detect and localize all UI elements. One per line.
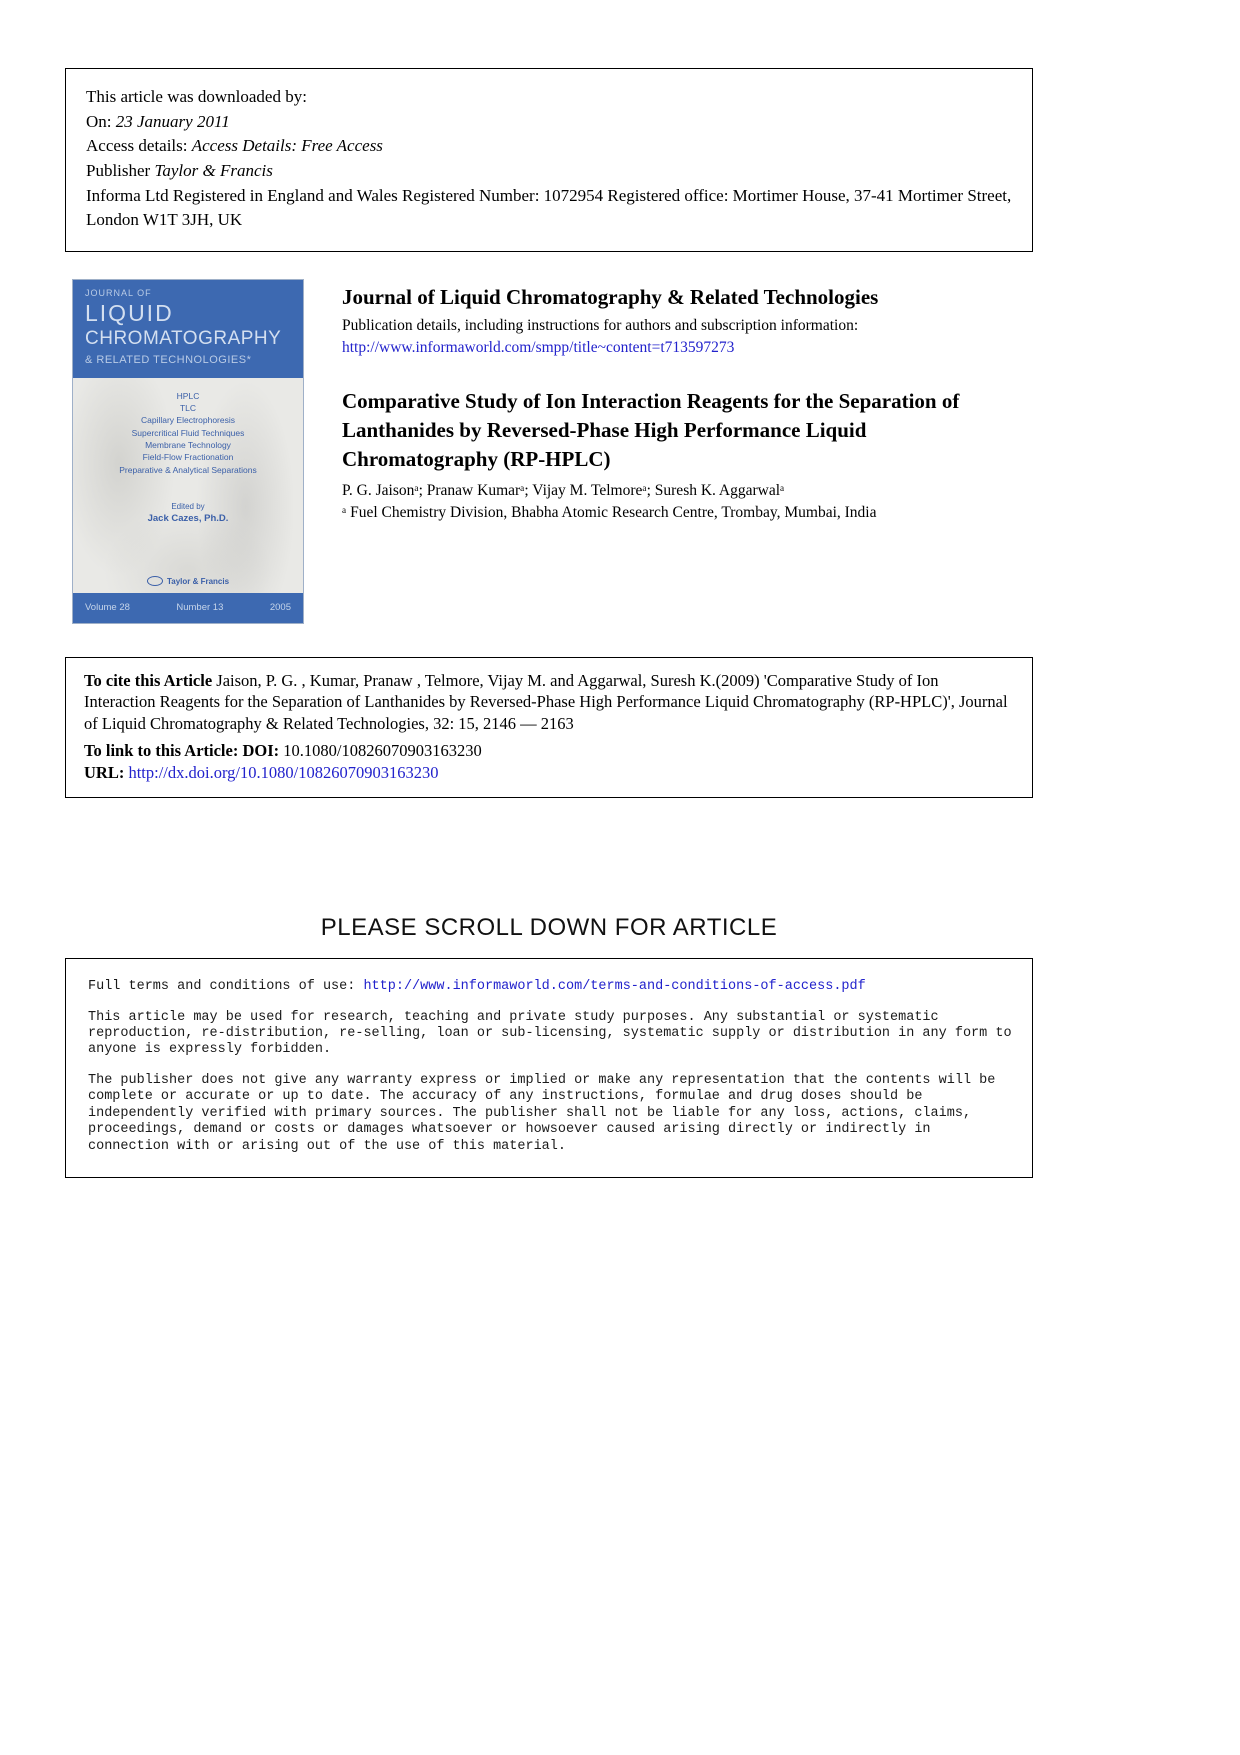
terms-paragraph-1: This article may be used for research, teaching and private study purposes. Any substantial or systematic reproduction, re-distribution, re-selling, loan or sub-licensing, systematic supply or distribution in any form to anyone is expressly forbidden. xyxy=(88,1009,1012,1058)
journal-cover xyxy=(72,279,304,624)
access-value: Access Details: Free Access xyxy=(191,136,383,156)
doi-label: To link to this Article: DOI: xyxy=(84,741,284,761)
access-details-line xyxy=(86,134,1012,159)
cover-topic: HPLC xyxy=(176,390,200,401)
page-content xyxy=(65,0,1033,1178)
taylor-francis-globe-icon xyxy=(147,576,163,586)
journal-section xyxy=(65,279,1033,624)
publisher-line xyxy=(86,159,1012,184)
journal-title: Journal of Liquid Chromatography & Related Technologies xyxy=(342,284,879,309)
cite-label: To cite this Article xyxy=(84,670,213,690)
terms-box xyxy=(65,958,1033,1178)
publication-details: Publication details, including instructions for authors and subscription information: xyxy=(342,317,859,335)
journal-cover-header xyxy=(73,280,303,378)
cover-topic: Membrane Technology xyxy=(145,440,231,451)
download-date-line xyxy=(86,110,1012,135)
terms-paragraph-2: The publisher does not give any warranty express or implied or make any representation that the contents will be complete or accurate or up to date. The accuracy of any instructions, formulae and drug doses should be independently verified with primary sources. The publisher shall not be liable for any loss, actions, claims, proceedings, demand or costs or damages whatsoever or howsoever caused arising directly or indirectly in connection with or arising out of the use of this material. xyxy=(88,1072,996,1154)
doi-url-link[interactable]: http://dx.doi.org/10.1080/10826070903163230 xyxy=(128,762,439,782)
journal-url-link[interactable]: http://www.informaworld.com/smpp/title~content=t713597273 xyxy=(342,338,735,356)
access-label: Access details: xyxy=(86,136,192,156)
journal-cover-footer xyxy=(73,593,303,623)
article-affiliation: ᵃ Fuel Chemistry Division, Bhabha Atomic Research Centre, Trombay, Mumbai, India xyxy=(342,503,877,521)
download-info-box xyxy=(65,68,1033,252)
publisher-value: Taylor & Francis xyxy=(154,160,273,180)
journal-url-line xyxy=(342,339,1032,357)
downloaded-by-text: This article was downloaded by: xyxy=(86,87,307,106)
on-label: On: xyxy=(86,111,116,131)
full-terms-line xyxy=(88,979,1012,995)
taylor-francis-logo-text: Taylor & Francis xyxy=(166,576,230,586)
cite-text: Jaison, P. G. , Kumar, Pranaw , Telmore, Vijay M. and Aggarwal, Suresh K.(2009) 'Comparative Study of Ion Interaction Reagents for the Separation of Lanthanides by Reversed-Phase High Performance Liquid Chromatography (RP-HPLC)', Journal of Liquid Chromatography & Related Technologies, 32: 15, 2146 — 2163 xyxy=(84,670,1008,733)
cite-line xyxy=(84,670,1014,734)
cover-topic: Supercritical Fluid Techniques xyxy=(131,427,245,438)
editor-name: Jack Cazes, Ph.D. xyxy=(147,513,229,525)
cover-number: Number 13 xyxy=(176,602,224,614)
publisher-label: Publisher xyxy=(86,160,155,180)
cover-topic: Preparative & Analytical Separations xyxy=(119,464,257,475)
terms-url-link[interactable]: http://www.informaworld.com/terms-and-conditions-of-access.pdf xyxy=(363,979,866,995)
taylor-francis-logo xyxy=(147,576,229,586)
url-line xyxy=(84,762,1014,783)
doi-line xyxy=(84,740,1014,761)
scroll-down-notice: PLEASE SCROLL DOWN FOR ARTICLE xyxy=(320,914,778,942)
cover-topic: TLC xyxy=(179,403,197,414)
journal-cover-body xyxy=(73,378,303,593)
cover-volume: Volume 28 xyxy=(85,602,130,614)
citation-box xyxy=(65,657,1033,798)
downloaded-by-line xyxy=(86,85,1012,110)
cover-chromatography: CHROMATOGRAPHY xyxy=(85,327,282,349)
full-terms-label: Full terms and conditions of use: xyxy=(88,979,364,995)
article-title: Comparative Study of Ion Interaction Reagents for the Separation of Lanthanides by Reversed-Phase High Performance Liquid Chromatography (RP-HPLC) xyxy=(342,388,960,471)
cover-edited-by xyxy=(148,502,229,524)
journal-meta xyxy=(342,279,1032,522)
article-authors: P. G. Jaisonᵃ; Pranaw Kumarᵃ; Vijay M. Telmoreᵃ; Suresh K. Aggarwalᵃ xyxy=(342,481,785,499)
url-label: URL: xyxy=(84,762,129,782)
doi-value: 10.1080/10826070903163230 xyxy=(283,741,482,761)
cover-related-technologies: & RELATED TECHNOLOGIES* xyxy=(85,353,252,366)
registration-line: Informa Ltd Registered in England and Wales Registered Number: 1072954 Registered office: Mortimer House, 37-41 Mortimer Street, London W1T 3JH, UK xyxy=(86,185,1012,230)
edited-by-label: Edited by xyxy=(171,502,205,512)
cover-journal-of: JOURNAL OF xyxy=(85,287,152,298)
cover-year: 2005 xyxy=(269,602,291,614)
download-date: 23 January 2011 xyxy=(115,111,230,131)
cover-topic: Capillary Electrophoresis xyxy=(140,415,235,426)
cover-liquid: LIQUID xyxy=(85,299,174,326)
cover-topic: Field-Flow Fractionation xyxy=(142,452,234,463)
